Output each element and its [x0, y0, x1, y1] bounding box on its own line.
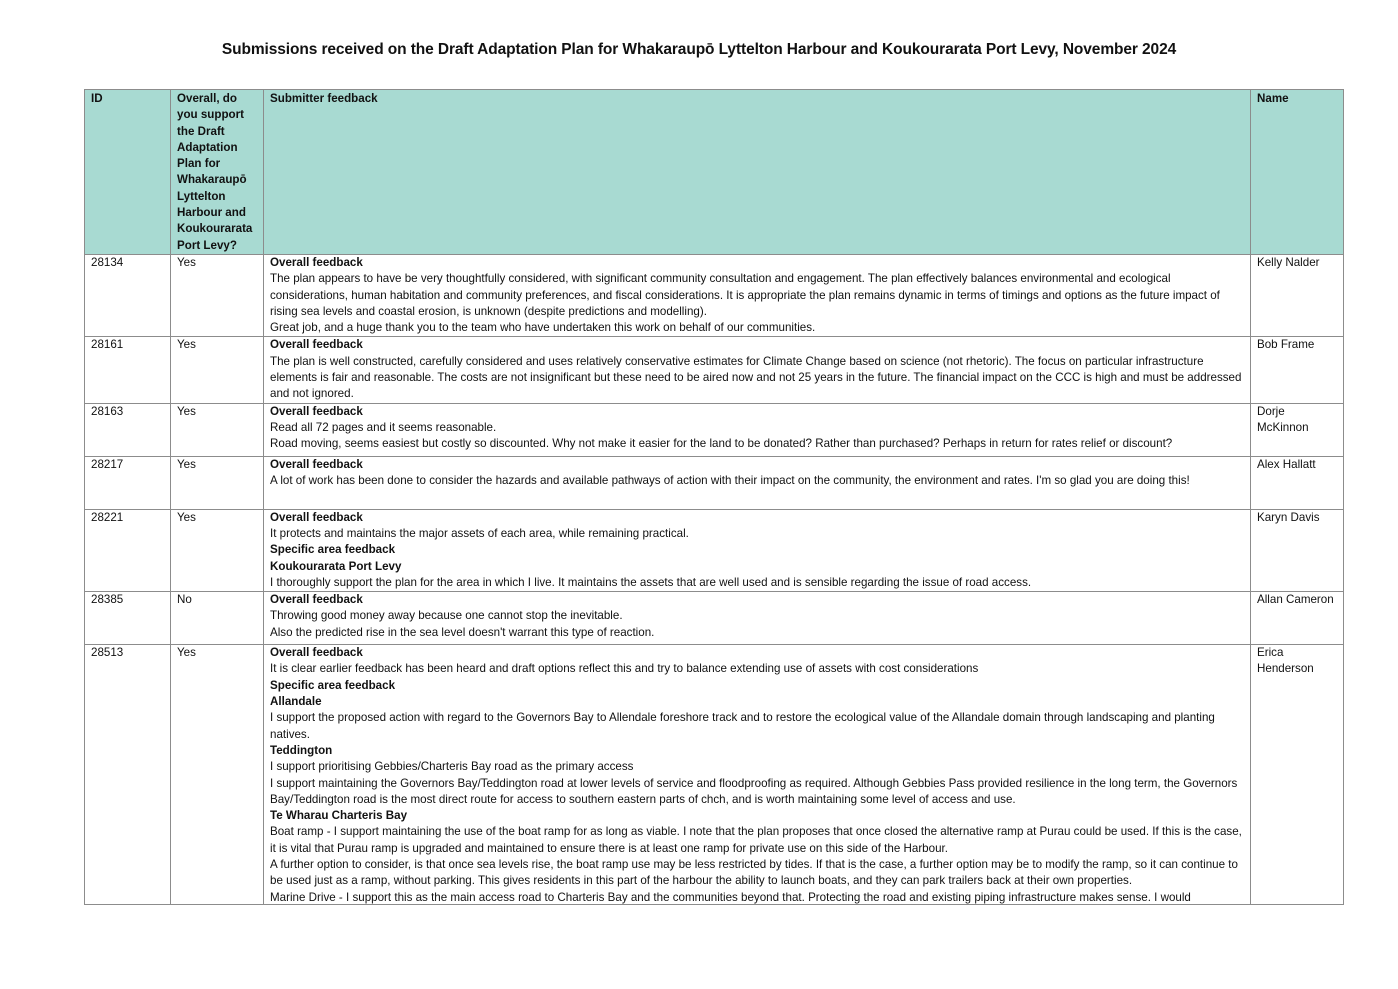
feedback-text: Road moving, seems easiest but costly so discounted. Why not make it easier for the land to be donated? Rather than purchased? Perhaps in return for rates relief or discount? [270, 437, 1173, 451]
feedback-heading: Teddington [270, 743, 333, 757]
feedback-heading: Overall feedback [270, 593, 363, 607]
feedback-heading: Allandale [270, 695, 322, 709]
feedback-heading: Overall feedback [270, 338, 363, 352]
feedback-heading: Koukourarata Port Levy [270, 559, 402, 573]
feedback-text: I support maintaining the Governors Bay/Teddington road at lower levels of service and floodproofing as required. Although Gebbies Pass provided resilience in the long term, the Governors Bay/Teddington road is the most direct route for access to southern eastern parts of chch, and is worth maintaining some level of access and use. [270, 776, 1238, 806]
submitter-name: Bob Frame [1251, 337, 1344, 403]
column-header-name: Name [1251, 90, 1344, 255]
feedback-content [270, 457, 1244, 490]
feedback-heading: Te Wharau Charteris Bay [270, 809, 408, 823]
feedback-content [270, 337, 1244, 402]
feedback-heading: Overall feedback [270, 404, 363, 418]
submission-id: 28163 [85, 403, 171, 456]
feedback-text: The plan is well constructed, carefully considered and uses relatively conservative estimates for Climate Change based on science (not rhetoric). The focus on particular infrastructure elements is fair and reasonable. The costs are not insignificant but these need to be aired now and not 25 years in the future. The financial impact on the CCC is high and must be addressed and not ignored. [270, 354, 1242, 401]
table-body [85, 254, 1344, 904]
feedback-cell [264, 456, 1251, 509]
feedback-cell [264, 645, 1251, 905]
feedback-heading: Overall feedback [270, 255, 363, 269]
support-answer: Yes [171, 403, 264, 456]
table-row [85, 403, 1344, 456]
submissions-table [84, 89, 1344, 905]
submission-id: 28221 [85, 509, 171, 591]
submission-id: 28161 [85, 337, 171, 403]
feedback-text: Marine Drive - I support this as the main access road to Charteris Bay and the communities beyond that. Protecting the road and existing piping infrastructure makes sense. I would [270, 890, 1191, 904]
feedback-cell [264, 592, 1251, 645]
table-row [85, 592, 1344, 645]
feedback-text: A further option to consider, is that once sea levels rise, the boat ramp use may be less restricted by tides. If that is the case, a further option may be to modify the ramp, so it can continue to be used just as a ramp, without parking. This gives residents in this part of the harbour the ability to launch boats, and they can park trailers back at their own properties. [270, 857, 1238, 888]
header-row [85, 90, 1344, 255]
feedback-text: It protects and maintains the major assets of each area, while remaining practical. [270, 526, 689, 540]
feedback-heading: Overall feedback [270, 457, 363, 471]
table-row [85, 645, 1344, 905]
feedback-cell [264, 254, 1251, 336]
feedback-content [270, 645, 1244, 904]
submitter-name: Erica Henderson [1251, 645, 1344, 905]
feedback-text: I thoroughly support the plan for the area in which I live. It maintains the assets that are well used and is sensible regarding the issue of road access. [270, 575, 1032, 589]
feedback-content [270, 404, 1244, 453]
submitter-name: Dorje McKinnon [1251, 403, 1344, 456]
submitter-name: Alex Hallatt [1251, 456, 1344, 509]
feedback-text: It is clear earlier feedback has been heard and draft options reflect this and try to balance extending use of assets with cost considerations [270, 662, 979, 676]
feedback-text: I support the proposed action with regard to the Governors Bay to Allendale foreshore track and to restore the ecological value of the Allandale domain through landscaping and planting natives. [270, 711, 1215, 741]
column-header-feedback: Submitter feedback [264, 90, 1251, 255]
column-header-id: ID [85, 90, 171, 255]
submission-id: 28513 [85, 645, 171, 905]
feedback-text: Also the predicted rise in the sea level doesn't warrant this type of reaction. [270, 625, 655, 639]
submitter-name: Allan Cameron [1251, 592, 1344, 645]
feedback-text: I support prioritising Gebbies/Charteris Bay road as the primary access [270, 760, 634, 774]
feedback-cell [264, 337, 1251, 403]
table-row [85, 254, 1344, 336]
feedback-content [270, 592, 1244, 641]
submission-id: 28217 [85, 456, 171, 509]
document-title: Submissions received on the Draft Adaptation Plan for Whakaraupō Lyttelton Harbour and Koukourarata Port Levy, November 2024 [221, 41, 1177, 58]
column-header-support: Overall, do you support the Draft Adaptation Plan for Whakaraupō Lyttelton Harbour and Koukourarata Port Levy? [171, 90, 264, 255]
feedback-cell [264, 509, 1251, 591]
table-row [85, 456, 1344, 509]
feedback-heading: Specific area feedback [270, 678, 396, 692]
feedback-text: Throwing good money away because one cannot stop the inevitable. [270, 609, 623, 623]
feedback-text: Boat ramp - I support maintaining the use of the boat ramp for as long as viable. I note that the plan proposes that once closed the alternative ramp at Purau could be used. If this is the case, it is vital that Purau ramp is upgraded and maintained to ensure there is at least one ramp for private use on this side of the Harbour. [270, 825, 1242, 855]
feedback-cell [264, 403, 1251, 456]
support-answer: Yes [171, 456, 264, 509]
support-answer: Yes [171, 254, 264, 336]
feedback-heading: Specific area feedback [270, 543, 396, 557]
feedback-text: Read all 72 pages and it seems reasonable. [270, 420, 497, 434]
support-answer: Yes [171, 509, 264, 591]
submitter-name: Karyn Davis [1251, 509, 1344, 591]
submitter-name: Kelly Nalder [1251, 254, 1344, 336]
feedback-heading: Overall feedback [270, 510, 363, 524]
support-answer: Yes [171, 337, 264, 403]
submission-id: 28134 [85, 254, 171, 336]
feedback-content [270, 255, 1244, 336]
feedback-text: The plan appears to have be very thoughtfully considered, with significant community consultation and engagement. The plan effectively balances environmental and ecological considerations, human habitation and community preferences, and fiscal considerations. It is appropriate the plan remains dynamic in terms of timings and options as the future impact of rising sea levels and coastal erosion, is unknown (despite predictions and modelling). [270, 272, 1220, 318]
support-answer: No [171, 592, 264, 645]
submission-id: 28385 [85, 592, 171, 645]
feedback-text: A lot of work has been done to consider the hazards and available pathways of action with their impact on the community, the environment and rates. I'm so glad you are doing this! [270, 473, 1190, 487]
feedback-heading: Overall feedback [270, 646, 363, 660]
support-answer: Yes [171, 645, 264, 905]
table-row [85, 337, 1344, 403]
table-row [85, 509, 1344, 591]
feedback-content [270, 510, 1244, 591]
feedback-text: Great job, and a huge thank you to the team who have undertaken this work on behalf of our communities. [270, 321, 816, 335]
